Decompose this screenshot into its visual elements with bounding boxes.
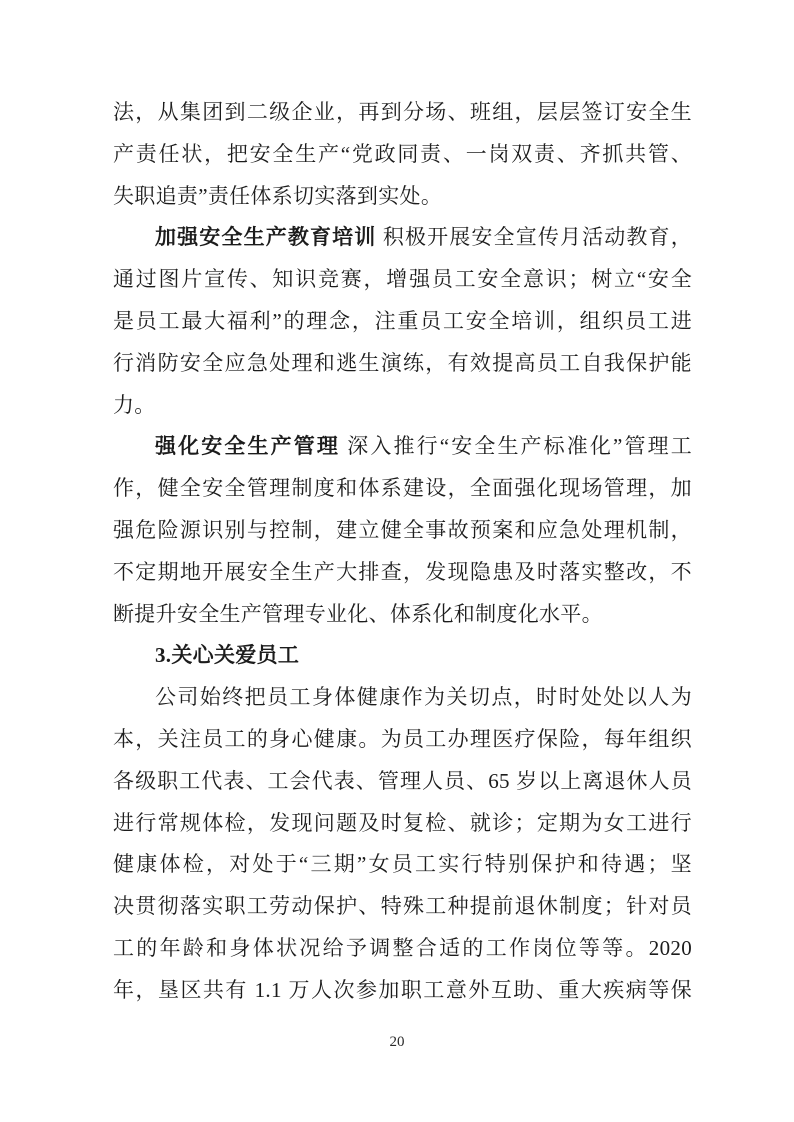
text-run: 力。 [113,392,156,417]
page-number: 20 [389,1034,405,1050]
text-line [113,301,692,343]
text-run: 深入推行“安全生产标准化”管理工 [339,434,692,459]
bold-run: 加强安全生产教育培训 [155,225,377,250]
text-line [113,385,692,427]
text-line [113,92,692,134]
text-line [113,761,692,803]
text-line [113,426,692,468]
text-line [113,677,692,719]
text-line [113,803,692,845]
page-footer [0,1034,794,1051]
text-run: 强危险源识别与控制，建立健全事故预案和应急处理机制， [113,517,692,542]
text-run: 产责任状，把安全生产“党政同责、一岗双责、齐抓共管、 [113,141,692,166]
text-run: 通过图片宣传、知识竞赛，增强员工安全意识；树立“安全 [113,267,692,292]
text-line [113,259,692,301]
text-line [113,217,692,259]
bold-run: 3.关心关爱员工 [155,643,300,668]
text-line [113,594,692,636]
text-line [113,176,692,218]
text-run: 本，关注员工的身心健康。为员工办理医疗保险，每年组织 [113,726,692,751]
text-line [113,970,692,1012]
text-line [113,134,692,176]
text-run: 健康体检，对处于“三期”女员工实行特别保护和待遇；坚 [113,852,692,877]
text-run: 是员工最大福利”的理念，注重员工安全培训，组织员工进 [113,308,692,333]
text-line [113,343,692,385]
text-line [113,468,692,510]
text-run: 不定期地开展安全生产大排查，发现隐患及时落实整改，不 [113,559,692,584]
text-line [113,886,692,928]
text-line [113,719,692,761]
text-run: 积极开展安全宣传月活动教育， [376,225,692,250]
text-run: 年，垦区共有 1.1 万人次参加职工意外互助、重大疾病等保 [113,977,692,1002]
text-run: 决贯彻落实职工劳动保护、特殊工种提前退休制度；针对员 [113,894,692,919]
text-run: 进行常规体检，发现问题及时复检、就诊；定期为女工进行 [113,810,692,835]
text-run: 工的年龄和身体状况给予调整合适的工作岗位等等。2020 [113,935,692,960]
text-line [113,635,692,677]
text-run: 失职追责”责任体系切实落到实处。 [113,183,443,208]
text-run: 法，从集团到二级企业，再到分场、班组，层层签订安全生 [113,100,692,124]
text-line [113,510,692,552]
text-run: 行消防安全应急处理和逃生演练，有效提高员工自我保护能 [113,350,692,375]
text-run: 公司始终把员工身体健康作为关切点，时时处处以人为 [155,685,692,710]
text-line [113,844,692,886]
page-body [113,92,692,1012]
text-line [113,928,692,970]
bold-run: 强化安全生产管理 [155,434,340,459]
text-line [113,552,692,594]
text-run: 断提升安全生产管理专业化、体系化和制度化水平。 [113,601,603,626]
text-run: 各级职工代表、工会代表、管理人员、65 岁以上离退休人员 [113,768,692,793]
text-run: 作，健全安全管理制度和体系建设，全面强化现场管理，加 [113,476,692,501]
